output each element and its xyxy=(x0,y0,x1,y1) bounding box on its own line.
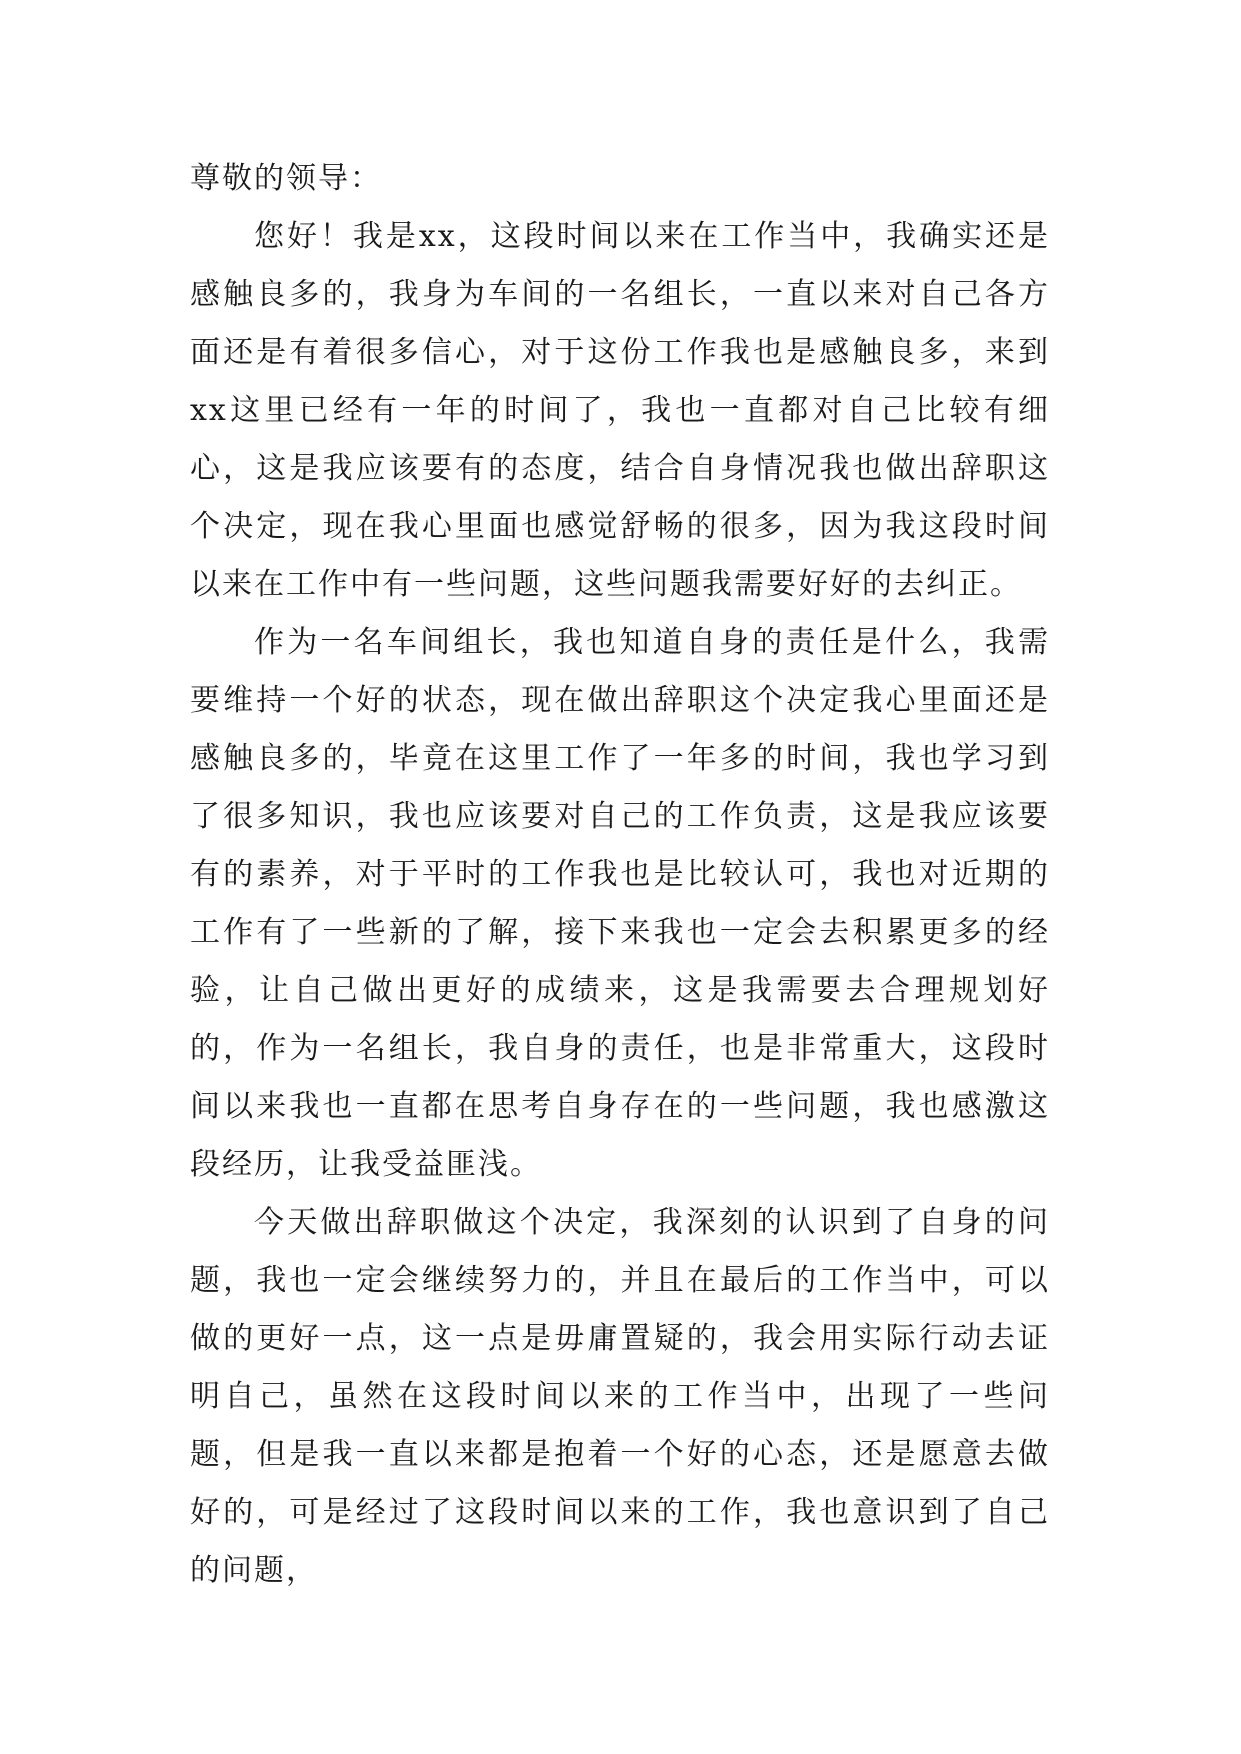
paragraph-3: 今天做出辞职做这个决定，我深刻的认识到了自身的问题，我也一定会继续努力的，并且在最后的工作当中，可以做的更好一点，这一点是毋庸置疑的，我会用实际行动去证明自己，虽然在这段时间以来的工作当中，出现了一些问题，但是我一直以来都是抱着一个好的心态，还是愿意去做好的，可是经过了这段时间以来的工作，我也意识到了自己的问题， xyxy=(190,1205,1050,1588)
paragraph-2: 作为一名车间组长，我也知道自身的责任是什么，我需要维持一个好的状态，现在做出辞职这个决定我心里面还是感触良多的，毕竟在这里工作了一年多的时间，我也学习到了很多知识，我也应该要对自己的工作负责，这是我应该要有的素养，对于平时的工作我也是比较认可，我也对近期的工作有了一些新的了解，接下来我也一定会去积累更多的经验，让自己做出更好的成绩来，这是我需要去合理规划好的，作为一名组长，我自身的责任，也是非常重大，这段时间以来我也一直都在思考自身存在的一些问题，我也感激这段经历，让我受益匪浅。 xyxy=(190,625,1050,1182)
letter-body xyxy=(190,150,1050,1600)
paragraph-1: 您好！我是xx，这段时间以来在工作当中，我确实还是感触良多的，我身为车间的一名组长，一直以来对自己各方面还是有着很多信心，对于这份工作我也是感触良多，来到xx这里已经有一年的时间了，我也一直都对自己比较有细心，这是我应该要有的态度，结合自身情况我也做出辞职这个决定，现在我心里面也感觉舒畅的很多，因为我这段时间以来在工作中有一些问题，这些问题我需要好好的去纠正。 xyxy=(190,219,1050,602)
letter-salutation: 尊敬的领导： xyxy=(190,161,382,196)
